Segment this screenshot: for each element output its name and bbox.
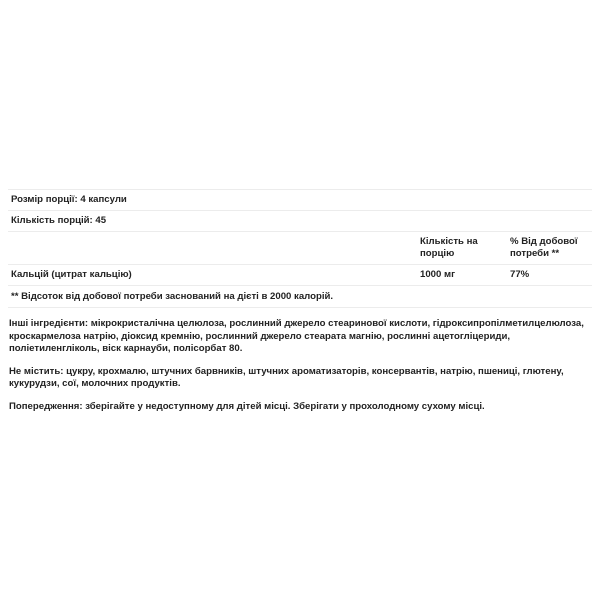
nutrient-daily-value: 77% (510, 269, 530, 280)
serving-size-row (8, 189, 592, 210)
warning: Попередження: зберігайте у недоступному для дітей місці. Зберігати у прохолодному сухому місці. (9, 400, 485, 412)
nutrient-amount: 1000 мг (420, 269, 456, 280)
other-ingredients: Інші інгредієнти: мікрокристалічна целюлоза, рослинний джерело стеаринової кислоти, гідроксипропілметилцелюлоза, кроскармелоза натрію, діоксид кремнію, рослинний джерело стеарата магнію, рослинні ацетогліцериди, поліетиленгліколь, віск карнауби, полісорбат 80. (9, 318, 584, 354)
servings-per-container: Кількість порцій: 45 (11, 215, 107, 226)
table-row (8, 264, 592, 285)
nutrient-name: Кальцій (цитрат кальцію) (11, 269, 132, 280)
footnote-row (8, 285, 592, 308)
table-header-row (8, 231, 592, 264)
product-notes (9, 318, 593, 423)
does-not-contain: Не містить: цукру, крохмалю, штучних барвників, штучних ароматизаторів, консервантів, натрію, пшениці, глютену, кукурудзи, сої, молочних продуктів. (9, 365, 564, 389)
header-amount-per-serving: Кількість на порцію (420, 236, 478, 259)
header-daily-value: % Від добової потреби ** (510, 236, 578, 259)
servings-per-container-row (8, 210, 592, 231)
daily-value-footnote: ** Відсоток від добової потреби заснований на дієті в 2000 калорій. (11, 290, 334, 302)
supplement-facts-table (8, 189, 592, 308)
serving-size: Розмір порції: 4 капсули (11, 194, 127, 205)
